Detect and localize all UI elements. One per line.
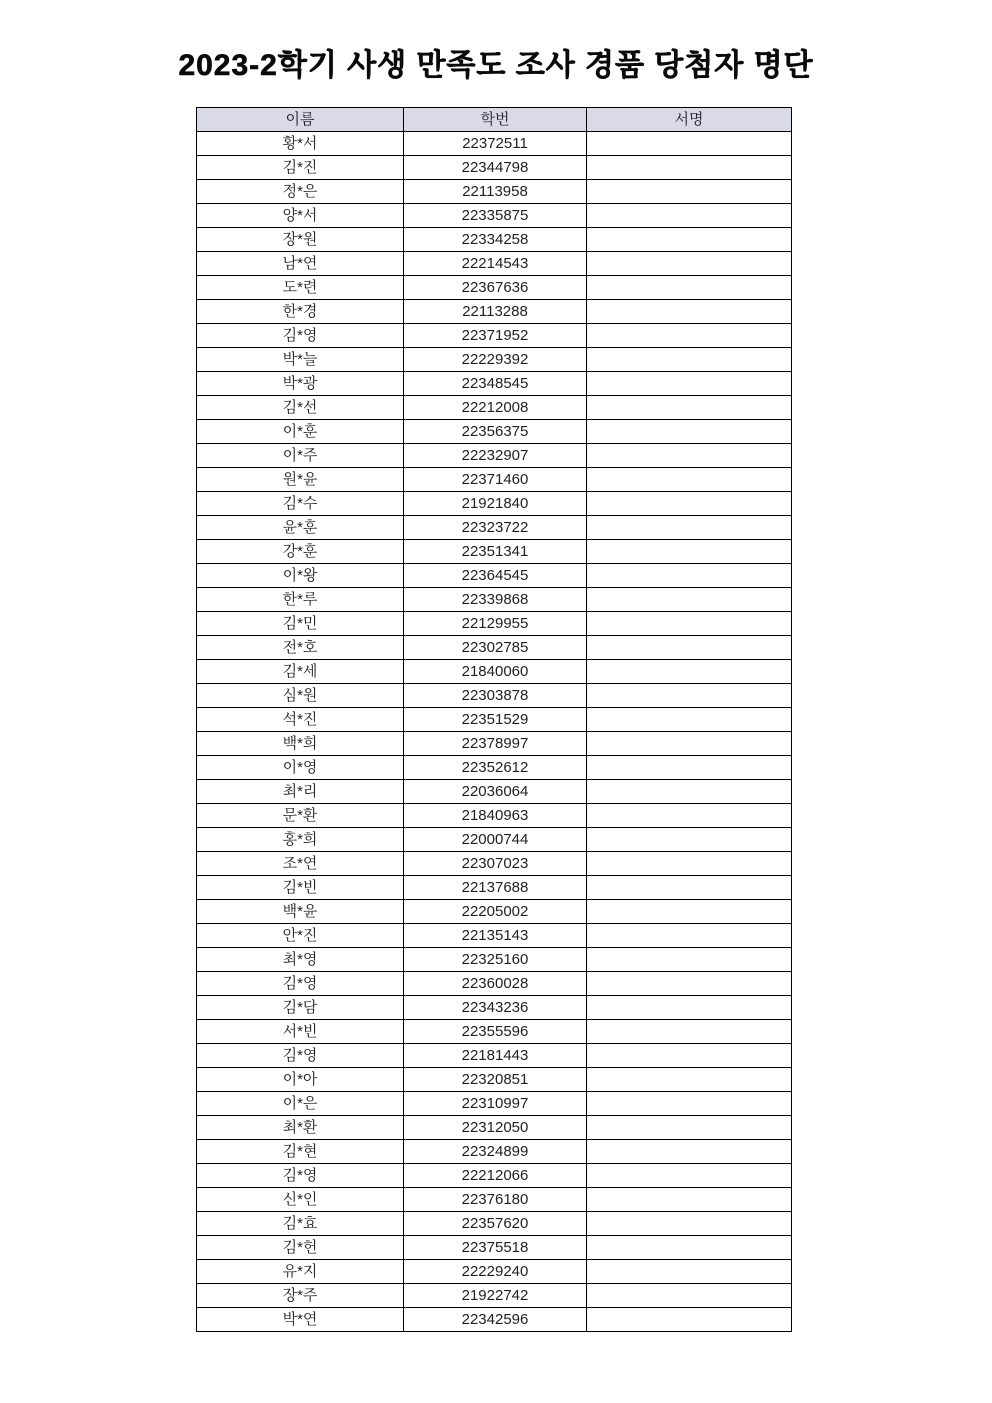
table-row [197,972,792,996]
name-cell: 장*원 [197,228,404,252]
name-cell: 백*희 [197,732,404,756]
table-row [197,1116,792,1140]
name-cell: 안*진 [197,924,404,948]
table-row [197,276,792,300]
table-row [197,876,792,900]
student-id-cell: 22351529 [404,708,587,732]
signature-cell [587,132,792,156]
table-row [197,996,792,1020]
table-row [197,540,792,564]
table-row [197,300,792,324]
table-row [197,1284,792,1308]
table-row [197,228,792,252]
signature-cell [587,804,792,828]
table-row [197,636,792,660]
student-id-cell: 22364545 [404,564,587,588]
signature-cell [587,1188,792,1212]
signature-cell [587,300,792,324]
table-row [197,420,792,444]
table-row [197,1236,792,1260]
signature-cell [587,444,792,468]
table-row [197,1044,792,1068]
signature-cell [587,948,792,972]
student-id-cell: 22324899 [404,1140,587,1164]
student-id-cell: 22371952 [404,324,587,348]
name-cell: 김*수 [197,492,404,516]
student-id-cell: 22303878 [404,684,587,708]
student-id-cell: 22310997 [404,1092,587,1116]
name-cell: 한*경 [197,300,404,324]
table-row [197,132,792,156]
student-id-cell: 22212008 [404,396,587,420]
signature-cell [587,756,792,780]
name-cell: 백*윤 [197,900,404,924]
name-cell: 이*훈 [197,420,404,444]
table-row [197,684,792,708]
signature-cell [587,516,792,540]
table-row [197,348,792,372]
signature-cell [587,348,792,372]
name-cell: 최*리 [197,780,404,804]
name-cell: 박*광 [197,372,404,396]
student-id-cell: 22352612 [404,756,587,780]
signature-cell [587,924,792,948]
table-row [197,732,792,756]
column-header-student-id: 학번 [404,108,587,132]
name-cell: 김*세 [197,660,404,684]
student-id-cell: 22342596 [404,1308,587,1332]
table-row [197,780,792,804]
student-id-cell: 22137688 [404,876,587,900]
column-header-name: 이름 [197,108,404,132]
table-body [197,132,792,1332]
student-id-cell: 22000744 [404,828,587,852]
name-cell: 석*진 [197,708,404,732]
name-cell: 김*헌 [197,1236,404,1260]
signature-cell [587,324,792,348]
table-row [197,612,792,636]
student-id-cell: 21840963 [404,804,587,828]
table-row [197,708,792,732]
table-row [197,852,792,876]
name-cell: 김*진 [197,156,404,180]
name-cell: 김*빈 [197,876,404,900]
student-id-cell: 22229392 [404,348,587,372]
name-cell: 김*현 [197,1140,404,1164]
name-cell: 이*왕 [197,564,404,588]
name-cell: 문*환 [197,804,404,828]
signature-cell [587,372,792,396]
student-id-cell: 22351341 [404,540,587,564]
name-cell: 강*훈 [197,540,404,564]
table-row [197,492,792,516]
signature-cell [587,420,792,444]
signature-cell [587,228,792,252]
name-cell: 심*원 [197,684,404,708]
signature-cell [587,156,792,180]
table-row [197,180,792,204]
student-id-cell: 22344798 [404,156,587,180]
table-row [197,252,792,276]
student-id-cell: 22323722 [404,516,587,540]
student-id-cell: 22129955 [404,612,587,636]
student-id-cell: 22135143 [404,924,587,948]
student-id-cell: 22312050 [404,1116,587,1140]
student-id-cell: 22367636 [404,276,587,300]
table-row [197,900,792,924]
name-cell: 이*주 [197,444,404,468]
table-row [197,756,792,780]
signature-cell [587,1212,792,1236]
signature-cell [587,660,792,684]
table-header-row [197,108,792,132]
name-cell: 전*호 [197,636,404,660]
student-id-cell: 22371460 [404,468,587,492]
student-id-cell: 22360028 [404,972,587,996]
signature-cell [587,564,792,588]
name-cell: 이*은 [197,1092,404,1116]
table-row [197,156,792,180]
name-cell: 이*영 [197,756,404,780]
table-row [197,1308,792,1332]
student-id-cell: 22205002 [404,900,587,924]
student-id-cell: 22229240 [404,1260,587,1284]
table-header [197,108,792,132]
signature-cell [587,1116,792,1140]
signature-cell [587,636,792,660]
name-cell: 김*효 [197,1212,404,1236]
signature-cell [587,900,792,924]
name-cell: 김*영 [197,1164,404,1188]
signature-cell [587,876,792,900]
student-id-cell: 22372511 [404,132,587,156]
signature-cell [587,540,792,564]
name-cell: 양*서 [197,204,404,228]
student-id-cell: 22320851 [404,1068,587,1092]
signature-cell [587,1068,792,1092]
signature-cell [587,276,792,300]
student-id-cell: 21840060 [404,660,587,684]
signature-cell [587,708,792,732]
name-cell: 김*선 [197,396,404,420]
table-row [197,204,792,228]
signature-cell [587,396,792,420]
name-cell: 홍*희 [197,828,404,852]
name-cell: 김*영 [197,1044,404,1068]
signature-cell [587,1236,792,1260]
name-cell: 최*영 [197,948,404,972]
column-header-signature: 서명 [587,108,792,132]
name-cell: 원*윤 [197,468,404,492]
table-row [197,1212,792,1236]
name-cell: 도*련 [197,276,404,300]
student-id-cell: 22212066 [404,1164,587,1188]
table-row [197,516,792,540]
signature-cell [587,1164,792,1188]
signature-cell [587,996,792,1020]
student-id-cell: 22348545 [404,372,587,396]
student-id-cell: 22356375 [404,420,587,444]
name-cell: 서*빈 [197,1020,404,1044]
table-row [197,828,792,852]
name-cell: 이*아 [197,1068,404,1092]
student-id-cell: 22181443 [404,1044,587,1068]
table-row [197,324,792,348]
signature-cell [587,1044,792,1068]
name-cell: 조*연 [197,852,404,876]
student-id-cell: 22378997 [404,732,587,756]
student-id-cell: 22355596 [404,1020,587,1044]
table-row [197,372,792,396]
table-row [197,948,792,972]
name-cell: 김*영 [197,324,404,348]
signature-cell [587,1020,792,1044]
table-row [197,396,792,420]
table-row [197,660,792,684]
student-id-cell: 22036064 [404,780,587,804]
signature-cell [587,492,792,516]
table-row [197,1020,792,1044]
name-cell: 김*민 [197,612,404,636]
table-row [197,924,792,948]
student-id-cell: 21922742 [404,1284,587,1308]
name-cell: 최*환 [197,1116,404,1140]
student-id-cell: 22113288 [404,300,587,324]
student-id-cell: 22343236 [404,996,587,1020]
student-id-cell: 22232907 [404,444,587,468]
name-cell: 신*인 [197,1188,404,1212]
table-row [197,804,792,828]
signature-cell [587,180,792,204]
student-id-cell: 22376180 [404,1188,587,1212]
name-cell: 윤*훈 [197,516,404,540]
student-id-cell: 22375518 [404,1236,587,1260]
signature-cell [587,684,792,708]
table-row [197,1260,792,1284]
student-id-cell: 22357620 [404,1212,587,1236]
name-cell: 박*늘 [197,348,404,372]
signature-cell [587,1140,792,1164]
student-id-cell: 22339868 [404,588,587,612]
signature-cell [587,468,792,492]
name-cell: 남*연 [197,252,404,276]
table-row [197,1164,792,1188]
signature-cell [587,780,792,804]
signature-cell [587,204,792,228]
name-cell: 한*루 [197,588,404,612]
table-row [197,1068,792,1092]
name-cell: 김*담 [197,996,404,1020]
signature-cell [587,588,792,612]
signature-cell [587,732,792,756]
signature-cell [587,1092,792,1116]
signature-cell [587,612,792,636]
signature-cell [587,1260,792,1284]
table-row [197,588,792,612]
signature-cell [587,1308,792,1332]
signature-cell [587,972,792,996]
name-cell: 박*연 [197,1308,404,1332]
winners-table [196,107,792,1332]
student-id-cell: 22325160 [404,948,587,972]
student-id-cell: 22113958 [404,180,587,204]
name-cell: 장*주 [197,1284,404,1308]
name-cell: 유*지 [197,1260,404,1284]
signature-cell [587,852,792,876]
name-cell: 정*은 [197,180,404,204]
student-id-cell: 22335875 [404,204,587,228]
table-row [197,564,792,588]
table-row [197,1188,792,1212]
name-cell: 황*서 [197,132,404,156]
table-row [197,468,792,492]
page-title: 2023-2학기 사생 만족도 조사 경품 당첨자 명단 [178,49,814,82]
table-row [197,1140,792,1164]
student-id-cell: 22214543 [404,252,587,276]
name-cell: 김*영 [197,972,404,996]
signature-cell [587,1284,792,1308]
student-id-cell: 22334258 [404,228,587,252]
student-id-cell: 21921840 [404,492,587,516]
student-id-cell: 22307023 [404,852,587,876]
table-row [197,444,792,468]
table-row [197,1092,792,1116]
signature-cell [587,828,792,852]
student-id-cell: 22302785 [404,636,587,660]
signature-cell [587,252,792,276]
